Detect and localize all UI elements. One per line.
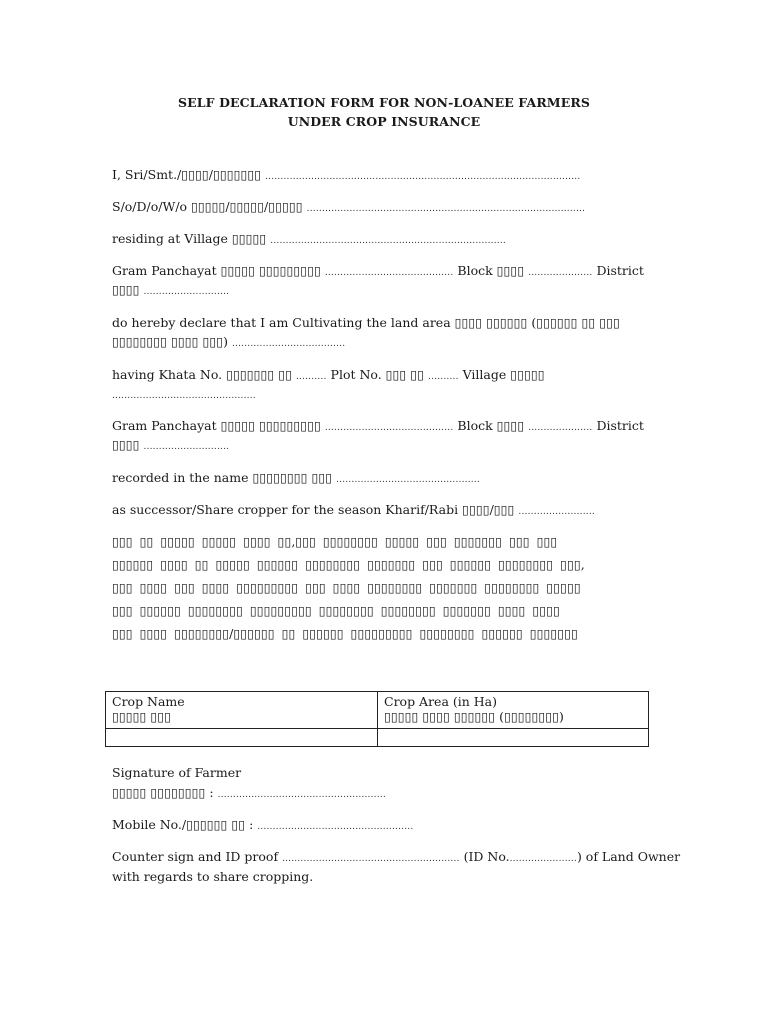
form-title-line-1: SELF DECLARATION FORM FOR NON-LOANEE FARMERS: [178, 95, 590, 110]
khata-label: having Khata No. ▯▯▯▯▯▯▯ ▯▯: [112, 367, 292, 382]
gram-panchayat-label: Gram Panchayat ▯▯▯▯▯ ▯▯▯▯▯▯▯▯▯: [112, 418, 321, 433]
hindi-paragraph-line: ▯▯▯ ▯▯▯▯▯▯ ▯▯▯▯▯▯▯▯ ▯▯▯▯▯▯▯▯▯ ▯▯▯▯▯▯▯▯ ▯▯▯▯▯▯▯▯ ▯▯▯▯▯▯▯ ▯▯▯▯ ▯▯▯▯: [112, 603, 560, 618]
hindi-paragraph-line: ▯▯▯ ▯▯▯▯ ▯▯▯▯▯▯▯▯/▯▯▯▯▯▯ ▯▯ ▯▯▯▯▯▯ ▯▯▯▯▯▯▯▯▯ ▯▯▯▯▯▯▯▯ ▯▯▯▯▯▯ ▯▯▯▯▯▯▯: [112, 626, 578, 641]
district-hindi-label: ▯▯▯▯: [112, 437, 140, 452]
signature-blank[interactable]: .......................................................: [217, 790, 386, 800]
countersign-line-2: [112, 867, 652, 886]
village-blank[interactable]: .............................................................................: [270, 236, 506, 246]
name-blank[interactable]: .......................................................................................................: [265, 172, 581, 182]
crop-name-cell[interactable]: [106, 729, 378, 747]
id-number-label: (ID No.: [463, 849, 510, 864]
countersign-blank[interactable]: ..........................................................: [282, 854, 460, 864]
land-owner-label: ) of Land Owner: [576, 849, 681, 864]
crop-area-header-en: Crop Area (in Ha): [384, 694, 497, 709]
land-area-blank[interactable]: .....................................: [232, 339, 346, 349]
khata-village-blank[interactable]: ...............................................: [112, 391, 256, 401]
hindi-declaration-paragraph: [112, 530, 657, 645]
land-area-field: [112, 313, 652, 332]
season-label: as successor/Share cropper for the season Kharif/Rabi ▯▯▯▯/▯▯▯: [112, 502, 515, 517]
recorded-name-label: recorded in the name ▯▯▯▯▯▯▯▯ ▯▯▯: [112, 470, 333, 485]
block-blank[interactable]: .....................: [528, 423, 593, 433]
season-field[interactable]: [112, 500, 652, 522]
district-label: District: [596, 418, 644, 433]
district-blank[interactable]: ............................: [143, 442, 230, 452]
crop-area-cell[interactable]: [378, 729, 649, 747]
gram-panchayat-blank[interactable]: ..........................................: [324, 423, 454, 433]
land-area-label-cont: ▯▯▯▯▯▯▯▯ ▯▯▯▯ ▯▯▯): [112, 334, 229, 349]
khata-blank[interactable]: ..........: [295, 372, 327, 382]
relation-field[interactable]: [112, 197, 652, 219]
table-row: [106, 729, 649, 747]
recorded-name-field[interactable]: [112, 468, 652, 490]
recorded-name-blank[interactable]: ...............................................: [336, 475, 480, 485]
crop-area-header-hi: ▯▯▯▯▯ ▯▯▯▯ ▯▯▯▯▯▯ (▯▯▯▯▯▯▯▯): [384, 709, 564, 724]
crop-name-header: [106, 692, 378, 729]
plot-blank[interactable]: ..........: [428, 372, 459, 382]
block-label: Block ▯▯▯▯: [457, 263, 525, 278]
district-field-2[interactable]: [112, 435, 652, 457]
countersign-label: Counter sign and ID proof: [112, 849, 279, 864]
district-hindi-label: ▯▯▯▯: [112, 282, 140, 297]
land-area-field-cont[interactable]: [112, 332, 652, 354]
share-cropping-note: with regards to share cropping.: [112, 869, 314, 884]
crop-table: [105, 691, 649, 747]
village-field[interactable]: [112, 229, 652, 251]
relation-label: S/o/D/o/W/o ▯▯▯▯▯/▯▯▯▯▯/▯▯▯▯▯: [112, 199, 303, 214]
district-field-1[interactable]: [112, 280, 652, 302]
crop-name-header-hi: ▯▯▯▯▯ ▯▯▯: [112, 709, 172, 724]
mobile-blank[interactable]: ...................................................: [257, 822, 414, 832]
block-blank[interactable]: .....................: [528, 268, 593, 278]
district-label: District: [596, 263, 644, 278]
name-field[interactable]: [112, 165, 652, 187]
hindi-paragraph-line: ▯▯▯▯▯▯ ▯▯▯▯ ▯▯ ▯▯▯▯▯ ▯▯▯▯▯▯ ▯▯▯▯▯▯▯▯ ▯▯▯▯▯▯▯ ▯▯▯ ▯▯▯▯▯▯ ▯▯▯▯▯▯▯▯ ▯▯▯,: [112, 557, 585, 572]
signature-field[interactable]: [112, 783, 652, 805]
land-area-label: do hereby declare that I am Cultivating the land area ▯▯▯▯ ▯▯▯▯▯▯ (▯▯▯▯▯▯ ▯▯ ▯▯▯: [112, 315, 620, 330]
id-number-blank[interactable]: ......................: [509, 854, 577, 864]
crop-table-header-row: [106, 692, 649, 729]
khata-village-label: Village ▯▯▯▯▯: [462, 367, 545, 382]
signature-label-line: [112, 763, 652, 782]
district-blank[interactable]: ............................: [143, 287, 230, 297]
plot-label: Plot No. ▯▯▯ ▯▯: [330, 367, 425, 382]
crop-name-header-en: Crop Name: [112, 694, 185, 709]
season-blank[interactable]: .........................: [518, 507, 595, 517]
hindi-paragraph-line: ▯▯▯ ▯▯▯▯ ▯▯▯ ▯▯▯▯ ▯▯▯▯▯▯▯▯▯ ▯▯▯ ▯▯▯▯ ▯▯▯▯▯▯▯▯ ▯▯▯▯▯▯▯ ▯▯▯▯▯▯▯▯ ▯▯▯▯▯: [112, 580, 581, 595]
mobile-field[interactable]: [112, 815, 652, 837]
block-label: Block ▯▯▯▯: [457, 418, 525, 433]
signature-hindi-label: ▯▯▯▯▯ ▯▯▯▯▯▯▯▯ :: [112, 785, 214, 800]
mobile-label: Mobile No./▯▯▯▯▯▯ ▯▯ :: [112, 817, 254, 832]
signature-label: Signature of Farmer: [112, 765, 242, 780]
khata-village-field[interactable]: [112, 384, 652, 406]
form-title-line-2: UNDER CROP INSURANCE: [287, 114, 481, 129]
crop-area-header: [378, 692, 649, 729]
hindi-paragraph-line: ▯▯▯ ▯▯ ▯▯▯▯▯ ▯▯▯▯▯ ▯▯▯▯ ▯▯,▯▯▯ ▯▯▯▯▯▯▯▯ ▯▯▯▯▯ ▯▯▯ ▯▯▯▯▯▯▯ ▯▯▯ ▯▯▯: [112, 534, 558, 549]
village-label: residing at Village ▯▯▯▯▯: [112, 231, 267, 246]
countersign-field[interactable]: [112, 847, 681, 869]
relation-blank[interactable]: ...........................................................................................: [306, 204, 586, 214]
gram-panchayat-label: Gram Panchayat ▯▯▯▯▯ ▯▯▯▯▯▯▯▯▯: [112, 263, 321, 278]
name-label: I, Sri/Smt./▯▯▯▯/▯▯▯▯▯▯▯: [112, 167, 262, 182]
gram-panchayat-blank[interactable]: ..........................................: [324, 268, 454, 278]
